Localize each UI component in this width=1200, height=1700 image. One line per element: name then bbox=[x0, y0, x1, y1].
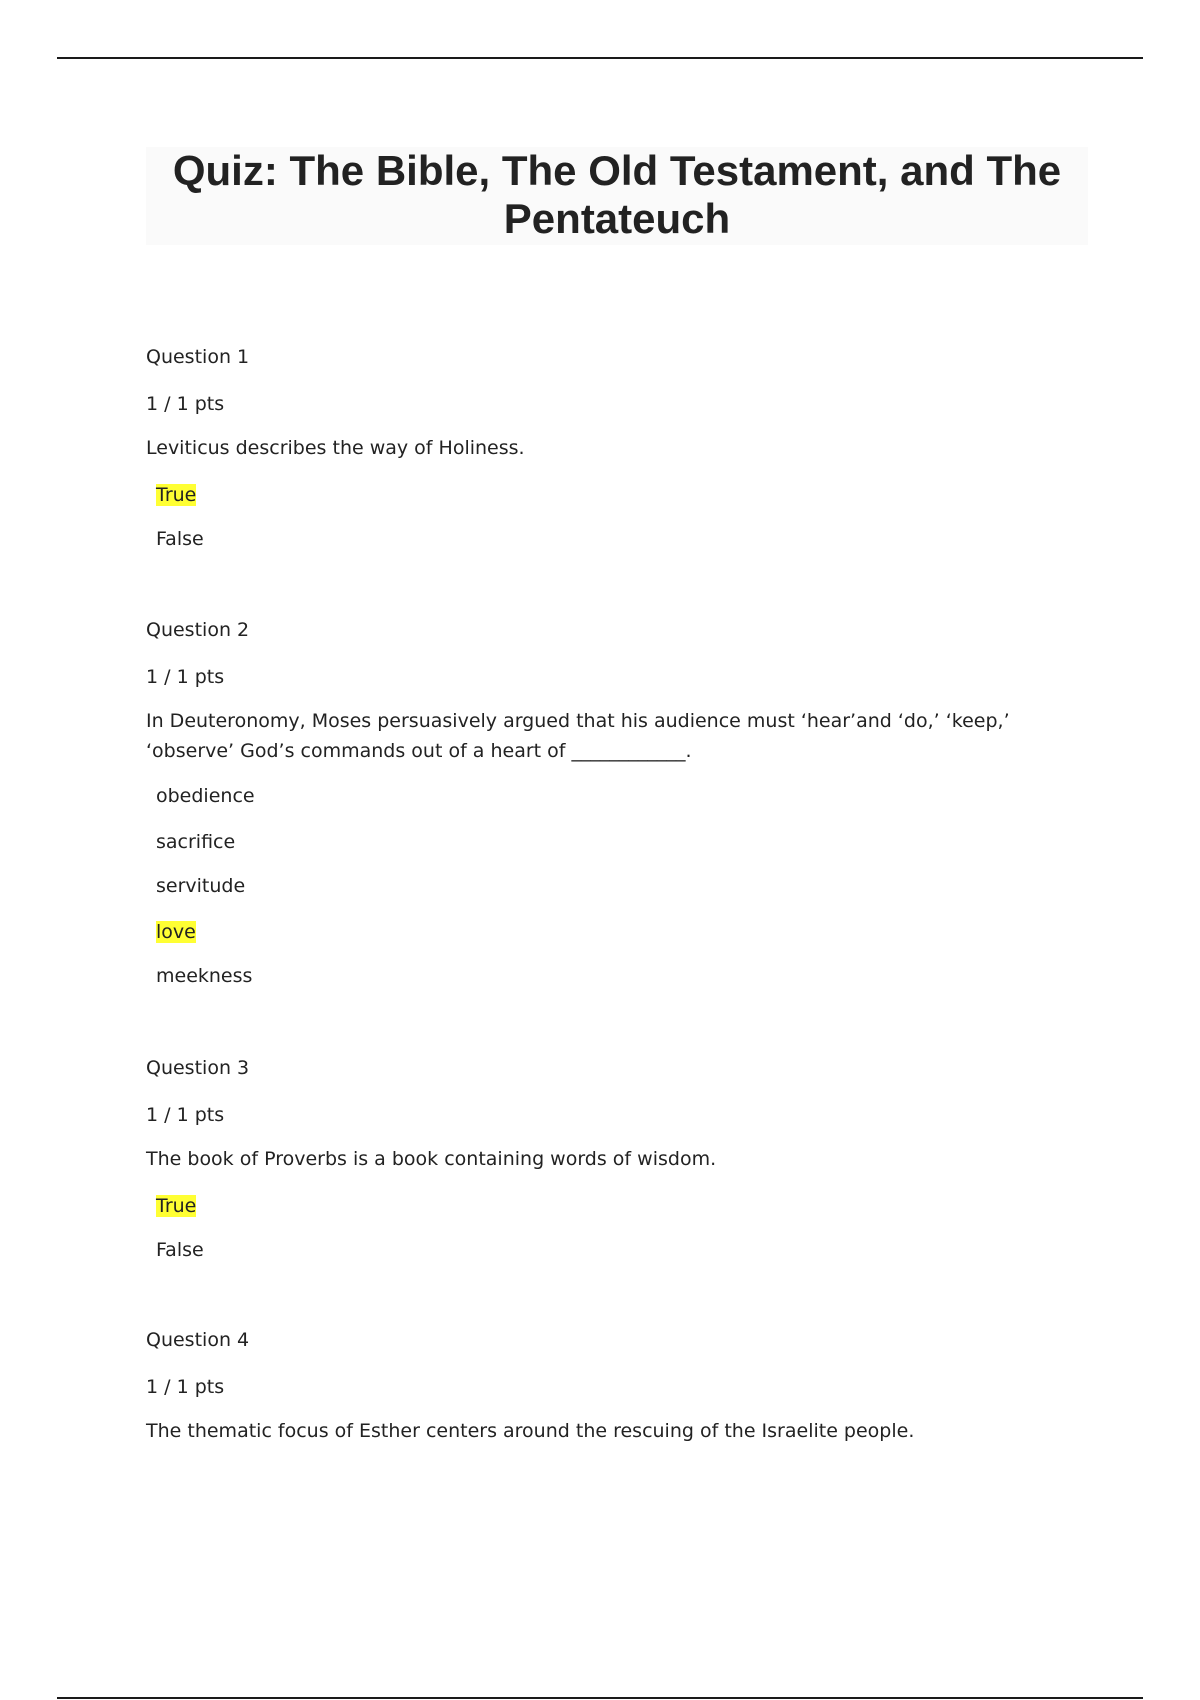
question-label: Question 4 bbox=[146, 1329, 250, 1351]
answer-option-text: True bbox=[156, 1195, 197, 1217]
answer-option-text: meekness bbox=[156, 965, 253, 987]
page-title-text: Quiz: The Bible, The Old Testament, and The Pentateuch bbox=[172, 147, 1062, 242]
answer-option[interactable] bbox=[156, 524, 204, 554]
answer-option[interactable] bbox=[156, 827, 235, 857]
question-text: In Deuteronomy, Moses persuasively argued that his audience must ‘hear’and ‘do,’ ‘keep,’ ‘observe’ God’s commands out of a heart of ____________. bbox=[146, 710, 1010, 762]
top-rule bbox=[57, 57, 1143, 59]
answer-option[interactable] bbox=[156, 1191, 196, 1221]
answer-option-text: servitude bbox=[156, 875, 246, 897]
answer-option-text: False bbox=[156, 528, 204, 550]
answer-option-text: True bbox=[156, 484, 197, 506]
answer-option[interactable] bbox=[156, 480, 196, 510]
question-text: The thematic focus of Esther centers around the rescuing of the Israelite people. bbox=[146, 1420, 915, 1442]
answer-option[interactable] bbox=[156, 917, 196, 947]
answer-option[interactable] bbox=[156, 781, 255, 811]
answer-option-text: sacrifice bbox=[156, 831, 236, 853]
bottom-rule bbox=[57, 1697, 1143, 1699]
question-label: Question 3 bbox=[146, 1057, 250, 1079]
question-text: The book of Proverbs is a book containing words of wisdom. bbox=[146, 1148, 717, 1170]
answer-option[interactable] bbox=[156, 1235, 204, 1265]
question-points: 1 / 1 pts bbox=[146, 1376, 225, 1398]
question-text: Leviticus describes the way of Holiness. bbox=[146, 437, 525, 459]
question-points: 1 / 1 pts bbox=[146, 666, 225, 688]
answer-option[interactable] bbox=[156, 961, 252, 991]
question-label: Question 2 bbox=[146, 619, 250, 641]
question-points: 1 / 1 pts bbox=[146, 393, 225, 415]
answer-option-text: love bbox=[156, 921, 196, 943]
answer-option[interactable] bbox=[156, 871, 245, 901]
question-label: Question 1 bbox=[146, 346, 250, 368]
question-points: 1 / 1 pts bbox=[146, 1104, 225, 1126]
page-title bbox=[146, 147, 1088, 245]
answer-option-text: False bbox=[156, 1239, 204, 1261]
answer-option-text: obedience bbox=[156, 785, 255, 807]
